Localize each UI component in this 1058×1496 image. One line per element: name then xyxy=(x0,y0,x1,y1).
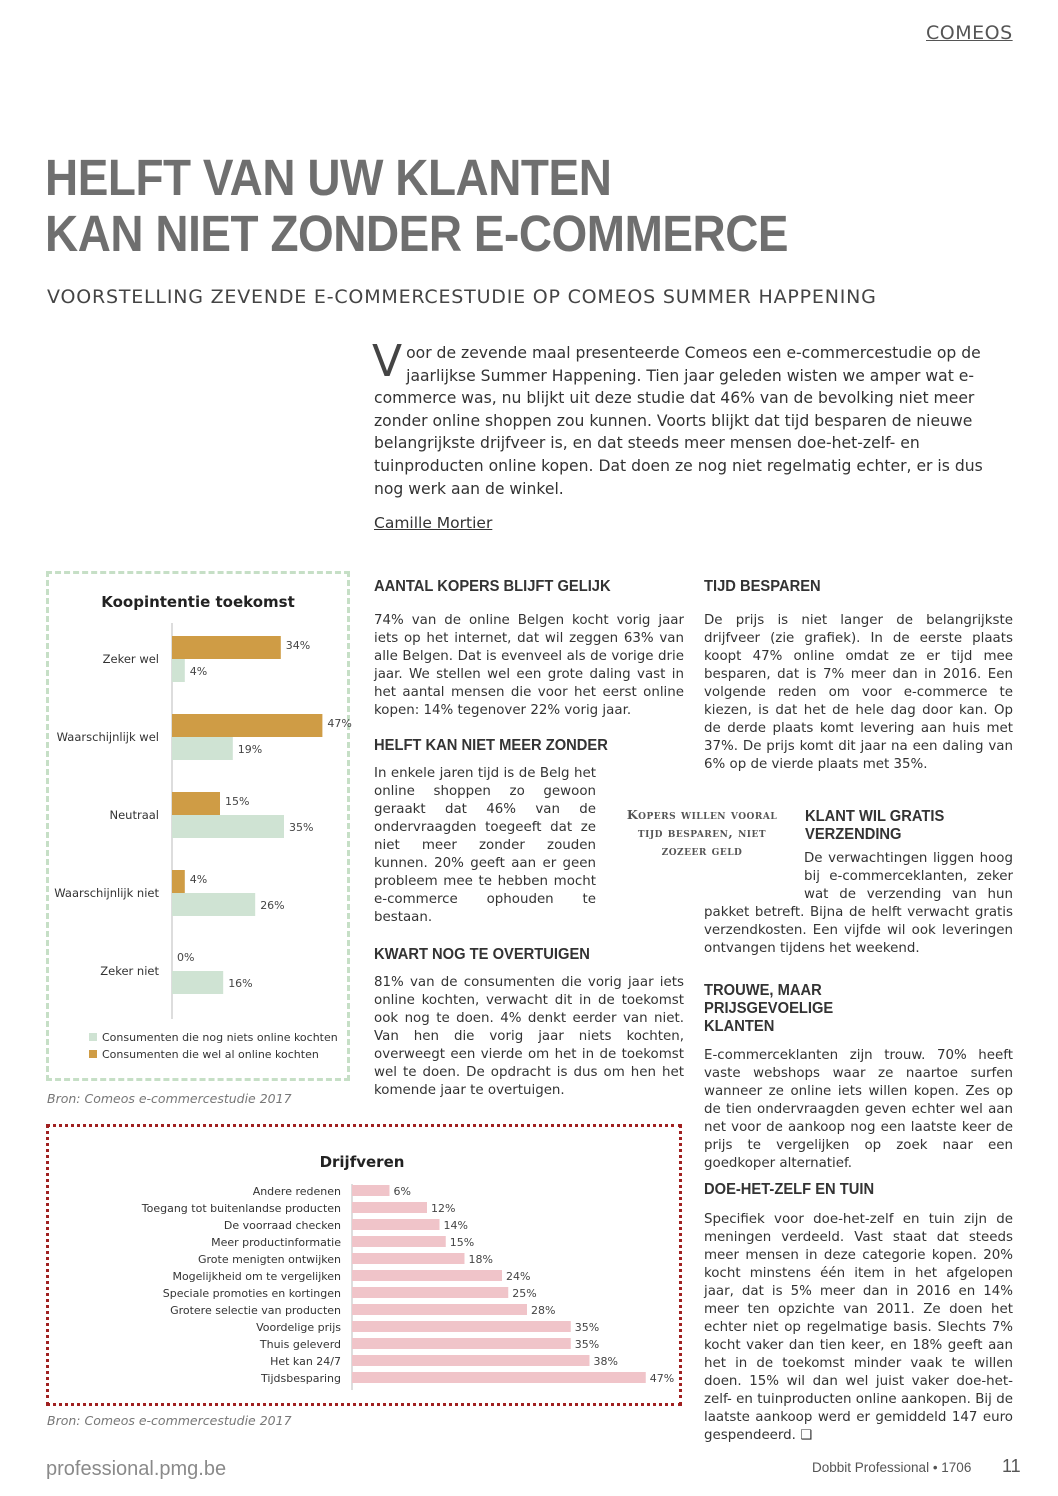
bar-new xyxy=(172,737,233,760)
section-heading: TROUWE, MAAR PRIJSGEVOELIGE KLANTEN xyxy=(704,982,834,1035)
bar xyxy=(352,1236,446,1247)
article-intro xyxy=(372,336,1014,500)
pull-quote-line: tijd besparen, niet xyxy=(637,825,767,840)
data-label: 47% xyxy=(327,717,352,730)
category-label: Voordelige prijs xyxy=(256,1321,341,1334)
bar-new xyxy=(172,893,255,916)
article-title-line2: KAN NIET ZONDER E-COMMERCE xyxy=(45,205,789,262)
bar-new xyxy=(172,659,185,682)
pull-quote-wrap-spacer xyxy=(704,850,804,904)
end-mark-icon: ❑ xyxy=(800,1428,813,1443)
bar-existing xyxy=(172,792,220,815)
section-heading: DOE-HET-ZELF EN TUIN xyxy=(704,1181,875,1198)
section-body: E-commerceklanten zijn trouw. 70% heeft vaste webshops waar ze naartoe surfen wanneer ze online iets willen kopen. Zes op de tien ondervraagden geven echter wel aan net voor de aankoop nog een laatste keer de prijs te vergelijken op zoek naar een goedkoper alternatief. xyxy=(704,1048,1013,1171)
category-label: Speciale promoties en kortingen xyxy=(162,1287,341,1300)
category-label: Andere redenen xyxy=(252,1185,341,1198)
legend-swatch-new xyxy=(89,1033,97,1041)
section-body-text: Specifiek voor doe-het-zelf en tuin zijn de meningen verdeeld. Vast staat dat steeds meer mensen in deze categorie kopen. 20% kocht minstens één item in het afgelopen jaar, dat is 5% meer dan in 2016 en 14% meer ten opzichte van 2011. Ze doen het echter niet op regelmatige basis. Slechts 7% kocht vaker dan tien keer, en 18% geeft aan het in de toekomst minder vaak te willen doen. 15% wil dan wel juist vaker doe-het-zelf- en tuinproducten online aankopen. Bij de laatste aankoop werd er gemiddeld 147 euro gespendeerd. xyxy=(704,1212,1013,1443)
chart-title: Drijfveren xyxy=(319,1153,405,1171)
data-label: 34% xyxy=(285,639,311,652)
section-body: De prijs is niet langer de belangrijkste drijfveer (zie grafiek). In de eerste plaats koopt 47% online omdat ze er tijd mee besparen, dat is 7% meer dan in 2016. Een volgende reden om voor e-commerce te kiezen, is dat het de hele dag door kan. Op de derde plaats komt levering aan huis met 37%. De prijs komt dit jaar na een daling van 6% op de vierde plaats met 35%. xyxy=(704,613,1013,772)
data-label: 28% xyxy=(531,1304,556,1317)
bar xyxy=(352,1287,508,1298)
section-body: 81% van de consumenten die vorig jaar iets online kochten, verwacht dit in de toekomst ook nog te doen. 4% denkt eerder van niet. Van hen die vorig jaar niets kochten, overweegt een vierde om het in de toekomst wel te doen. De opdracht is dus om hen het komende jaar te overtuigen. xyxy=(374,975,684,1098)
category-label: Toegang tot buitenlandse producten xyxy=(141,1202,341,1215)
section-heading: KLANT WIL GRATIS VERZENDING xyxy=(805,808,945,843)
bar xyxy=(352,1253,465,1264)
section-body: 74% van de online Belgen kocht vorig jaar iets op het internet, dat wil zeggen 63% van alle Belgen. Dat is evenveel als de vorige drie jaar. We stellen wel een grote daling vast in het aantal mensen die voor het eerst online kopen: 14% tegenover 22% vorig jaar. xyxy=(374,613,684,718)
legend-label-new: Consumenten die nog niets online kochten xyxy=(102,1031,338,1044)
data-label: 38% xyxy=(593,1355,618,1368)
data-label: 15% xyxy=(225,795,250,808)
chart-koopintentie xyxy=(49,574,352,1078)
category-label: Thuis geleverd xyxy=(259,1338,341,1351)
section-block-verzending xyxy=(805,808,1013,844)
section-block-doe-het-zelf xyxy=(704,1181,1013,1445)
intro-text: oor de zevende maal presenteerde Comeos een e-commercestudie op de jaarlijkse Summer Happening. Tien jaar geleden wisten we amper wat e-commerce was, nu blijkt uit deze studie dat 46% van de bevolking niet meer zonder online shoppen zou kunnen. Voorts blijkt dat tijd besparen de nieuwe belangrijkste drijfveer is, en dat steeds meer mensen doe-het-zelf- en tuinproducten online kopen. Dat doen ze nog niet regelmatig echter, er is dus nog werk aan de winkel. xyxy=(374,344,983,498)
data-label: 35% xyxy=(289,821,314,834)
data-label: 35% xyxy=(574,1321,600,1334)
bar xyxy=(352,1202,427,1213)
data-label: 6% xyxy=(393,1185,411,1198)
category-label: Grote menigten ontwijken xyxy=(198,1253,341,1266)
category-label: Mogelijkheid om te vergelijken xyxy=(172,1270,341,1283)
category-label: Tijdsbesparing xyxy=(261,1372,341,1385)
section-body: De verwachtingen liggen hoog bij e-commerceklanten, zeker wat de verzending van hun pakket betreft. Bijna de helft verwacht gratis verzendkosten. Een vijfde wil ook leveringen ontvangen tijdens het weekend. xyxy=(704,851,1013,956)
chart-source: Bron: Comeos e-commercestudie 2017 xyxy=(47,1413,292,1428)
category-label: Zeker niet xyxy=(100,964,159,978)
bar xyxy=(352,1219,440,1230)
article-subtitle: VOORSTELLING ZEVENDE E-COMMERCESTUDIE OP COMEOS SUMMER HAPPENING xyxy=(47,286,877,308)
chart-title: Koopintentie toekomst xyxy=(101,593,295,611)
section-body: In enkele jaren tijd is de Belg het online shoppen zo gewoon geraakt dat 46% van de ondervraagden toegeeft dat ze niet meer zonder zouden kunnen. 20% geeft aan er geen probleem mee te hebben mocht e-commerce ophouden te bestaan. xyxy=(374,766,596,925)
data-label: 19% xyxy=(237,743,263,756)
bar xyxy=(352,1372,646,1383)
bar-existing xyxy=(172,870,185,893)
data-label: 14% xyxy=(443,1219,468,1232)
chart-source: Bron: Comeos e-commercestudie 2017 xyxy=(47,1091,292,1106)
bar-new xyxy=(172,971,223,994)
data-label: 26% xyxy=(260,899,285,912)
category-label: Waarschijnlijk niet xyxy=(54,886,159,900)
bar-existing xyxy=(172,714,322,737)
data-label: 47% xyxy=(649,1372,675,1385)
bar-existing xyxy=(172,636,281,659)
article-author: Camille Mortier xyxy=(374,514,493,532)
bar xyxy=(352,1338,571,1349)
category-label: Meer productinformatie xyxy=(211,1236,341,1249)
data-label: 0% xyxy=(177,951,195,964)
section-block-trouwe xyxy=(704,982,1013,1173)
intro-dropcap: V xyxy=(372,336,403,387)
article-title-line1: HELFT VAN UW KLANTEN xyxy=(45,149,612,206)
article-title xyxy=(45,150,909,262)
section-body-verzending xyxy=(704,850,1013,958)
bar xyxy=(352,1321,571,1332)
category-label: Neutraal xyxy=(109,808,159,822)
bar xyxy=(352,1185,390,1196)
data-label: 15% xyxy=(449,1236,475,1249)
data-label: 4% xyxy=(189,873,208,886)
footer-website-link[interactable]: professional.pmg.be xyxy=(46,1458,227,1480)
data-label: 25% xyxy=(512,1287,537,1300)
pull-quote-line: zozeer geld xyxy=(661,843,743,858)
chart-drijfveren xyxy=(49,1127,679,1403)
bar xyxy=(352,1270,502,1281)
data-label: 16% xyxy=(228,977,253,990)
legend-label-existing: Consumenten die wel al online kochten xyxy=(102,1048,319,1061)
category-label: Zeker wel xyxy=(102,652,159,666)
data-label: 18% xyxy=(468,1253,493,1266)
data-label: 12% xyxy=(431,1202,456,1215)
section-heading: AANTAL KOPERS BLIJFT GELIJK xyxy=(374,578,611,595)
section-heading: KWART NOG TE OVERTUIGEN xyxy=(374,946,590,963)
section-body xyxy=(704,1211,1013,1445)
bar xyxy=(352,1304,527,1315)
bar-new xyxy=(172,815,284,838)
section-heading: HELFT KAN NIET MEER ZONDER xyxy=(374,737,608,754)
article-column-right xyxy=(704,578,1013,774)
footer-publication: Dobbit Professional • 1706 xyxy=(812,1460,972,1475)
page-number: 11 xyxy=(1002,1456,1021,1476)
data-label: 35% xyxy=(574,1338,600,1351)
pull-quote-line: Kopers willen vooral xyxy=(626,807,778,822)
legend-swatch-existing xyxy=(89,1050,97,1058)
data-label: 4% xyxy=(189,665,208,678)
category-label: Het kan 24/7 xyxy=(270,1355,341,1368)
bar xyxy=(352,1355,590,1366)
category-label: Grotere selectie van producten xyxy=(170,1304,341,1317)
data-label: 24% xyxy=(506,1270,531,1283)
category-label: De voorraad checken xyxy=(223,1219,341,1232)
category-label: Waarschijnlijk wel xyxy=(56,730,159,744)
section-tag: COMEOS xyxy=(926,22,1013,44)
section-heading: TIJD BESPAREN xyxy=(704,578,821,595)
